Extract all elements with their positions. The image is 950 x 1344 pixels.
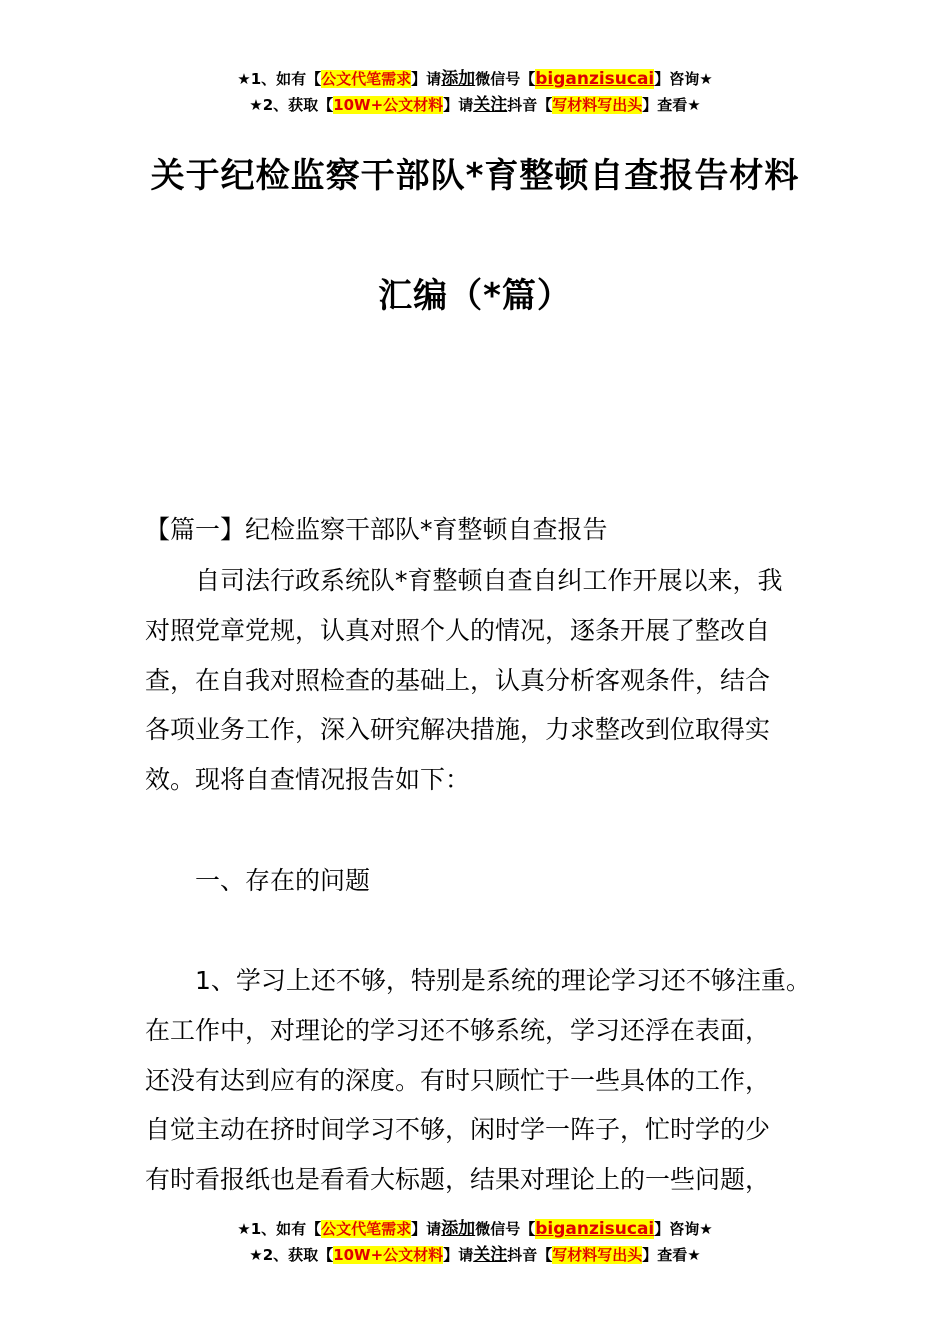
paragraph-line: 自觉主动在挤时间学习不够，闲时学一阵子，忙时学的少: [145, 1115, 771, 1145]
wechat-id: biganzisucai: [535, 69, 655, 89]
header-banner: [0, 66, 950, 118]
banner-text: 抖音【: [507, 1246, 553, 1264]
banner-underline: 关注: [473, 1245, 508, 1265]
paragraph-line: 对照党章党规，认真对照个人的情况，逐条开展了整改自: [145, 615, 771, 645]
banner-highlight: 公文代笔需求: [321, 1220, 412, 1238]
banner-text: 】查看★: [642, 1246, 701, 1264]
banner-underline: 添加: [441, 1219, 476, 1239]
banner-text: 】咨询★: [654, 70, 713, 88]
banner-highlight: 写材料写出头: [552, 96, 643, 114]
footer-banner: [0, 1216, 950, 1268]
paragraph-line: 还没有达到应有的深度。有时只顾忙于一些具体的工作，: [145, 1065, 771, 1095]
sub-heading: 一、存在的问题: [195, 866, 371, 895]
paragraph-line: 有时看报纸也是看看大标题，结果对理论上的一些问题，: [145, 1165, 771, 1195]
item-paragraph: [145, 956, 835, 1205]
paragraph-line: 效。现将自查情况报告如下：: [145, 765, 471, 795]
banner-line-2: [0, 92, 950, 118]
paragraph-line: 在工作中，对理论的学习还不够系统，学习还浮在表面，: [145, 1015, 771, 1045]
banner-line-1: [0, 66, 950, 92]
paragraph-line: 查，在自我对照检查的基础上，认真分析客观条件，结合: [145, 665, 771, 695]
banner-text: 微信号【: [475, 1220, 536, 1238]
paragraph-line: 自司法行政系统队*育整顿自查自纠工作开展以来，我: [195, 566, 783, 595]
banner-text: 】请: [411, 1220, 442, 1238]
banner-highlight: 写材料写出头: [552, 1246, 643, 1264]
banner-text: ★2、获取【: [249, 1246, 334, 1264]
intro-paragraph: [145, 556, 835, 805]
paragraph-line: 各项业务工作，深入研究解决措施，力求整改到位取得实: [145, 715, 771, 745]
banner-text: ★1、如有【: [237, 1220, 322, 1238]
banner-line-2: [0, 1242, 950, 1268]
section-heading: 【篇一】纪检监察干部队*育整顿自查报告: [145, 515, 608, 544]
paragraph-line: 1、学习上还不够，特别是系统的理论学习还不够注重。: [195, 966, 811, 995]
banner-text: 】请: [411, 70, 442, 88]
banner-highlight: 10W+公文材料: [333, 96, 444, 114]
banner-text: ★2、获取【: [249, 96, 334, 114]
banner-highlight: 10W+公文材料: [333, 1246, 444, 1264]
banner-text: 】咨询★: [654, 1220, 713, 1238]
banner-text: ★1、如有【: [237, 70, 322, 88]
wechat-id: biganzisucai: [535, 1219, 655, 1239]
banner-highlight: 公文代笔需求: [321, 70, 412, 88]
banner-text: 】请: [443, 1246, 474, 1264]
banner-text: 微信号【: [475, 70, 536, 88]
banner-underline: 添加: [441, 69, 476, 89]
banner-text: 抖音【: [507, 96, 553, 114]
banner-text: 】请: [443, 96, 474, 114]
document-title: 关于纪检监察干部队*育整顿自查报告材料: [150, 156, 800, 196]
banner-line-1: [0, 1216, 950, 1242]
banner-text: 】查看★: [642, 96, 701, 114]
document-title-line-2: 汇编（*篇）: [378, 276, 572, 316]
banner-underline: 关注: [473, 95, 508, 115]
